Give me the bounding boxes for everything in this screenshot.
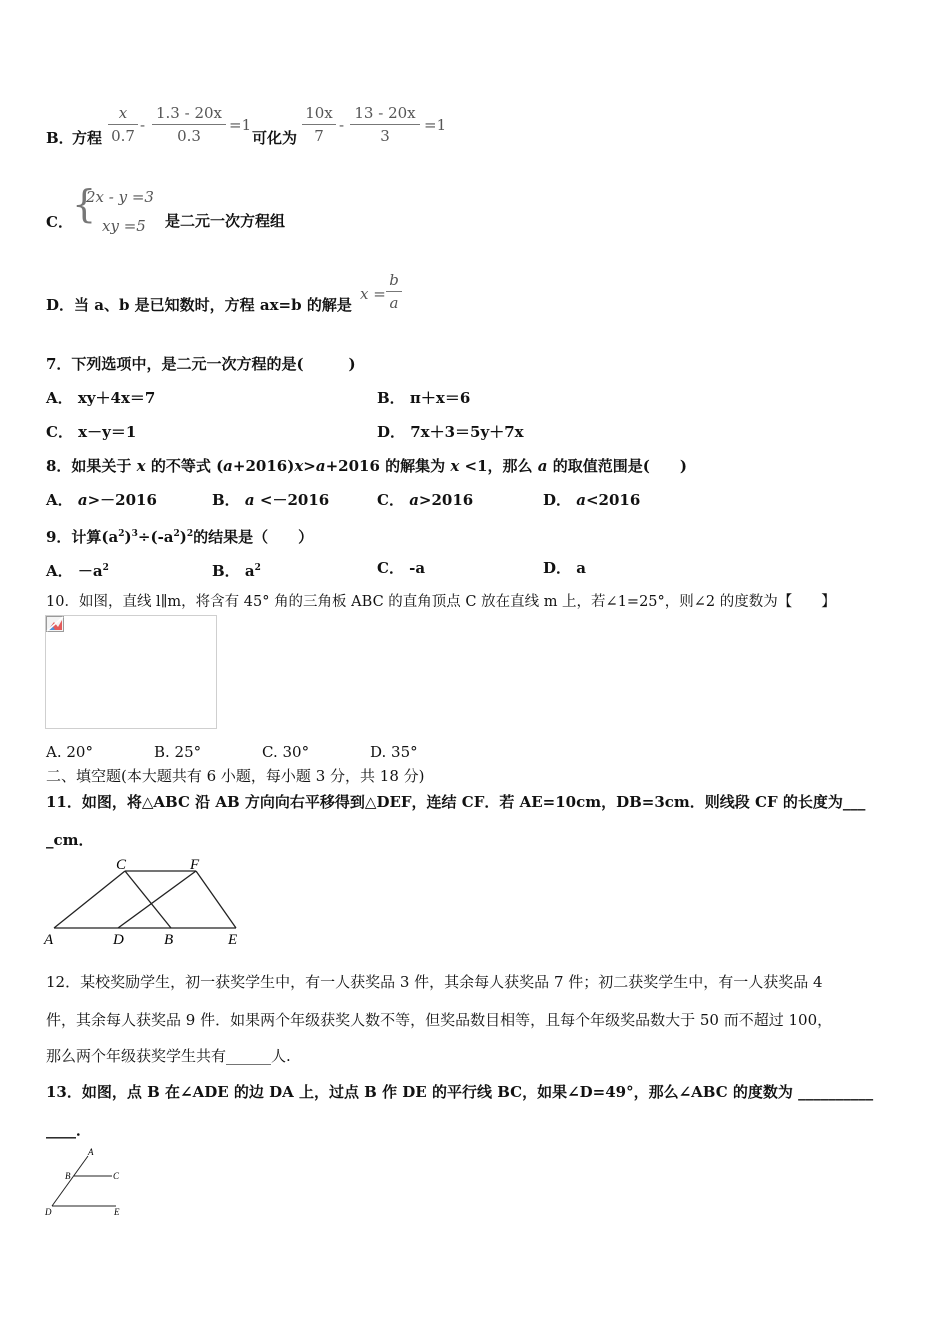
line-cb	[125, 871, 171, 928]
q6-b-frac1	[108, 104, 138, 145]
label-d: D	[45, 1207, 52, 1217]
frac4-num: 13 - 20x	[354, 104, 416, 122]
frac1-den: 0.7	[111, 127, 135, 145]
label-c: C	[116, 857, 127, 873]
q9-option-d: D． a	[543, 559, 586, 577]
q6-d-frac	[386, 271, 402, 312]
line-da	[52, 1156, 88, 1206]
q6-b-frac2	[152, 104, 226, 145]
frac3-num: 10x	[305, 104, 333, 122]
q8-option-a: A． a>－2016	[46, 491, 157, 509]
label-b: B	[65, 1171, 71, 1181]
q6-b-minus1: -	[140, 116, 146, 134]
q9-option-c: C． -a	[377, 559, 426, 577]
q8-var: a	[537, 457, 548, 475]
q10-option-c: C. 30°	[262, 743, 310, 761]
label-a: A	[88, 1147, 94, 1157]
system-brace: {	[72, 182, 97, 226]
q8-var: a	[315, 457, 326, 475]
q12-line1: 12．某校奖励学生，初一获奖学生中，有一人获奖品 3 件，其余每人获奖品 7 件；初二获奖学生中，有一人获奖品 4	[46, 973, 823, 991]
q6-b-mid: 可化为	[252, 129, 298, 147]
q7-stem: 7．下列选项中，是二元一次方程的是( )	[46, 355, 356, 373]
q6-b-label: B．	[46, 129, 74, 147]
q13-line1: 13．如图，点 B 在∠ADE 的边 DA 上，过点 B 作 DE 的平行线 BC，如果∠D=49°，那么∠ABC 的度数为 __________	[46, 1083, 874, 1101]
label-e: E	[114, 1207, 120, 1217]
q10-option-a: A. 20°	[46, 743, 93, 761]
q6-b-eq1: =1	[229, 116, 252, 134]
frac-num: b	[389, 271, 399, 289]
label-c: C	[113, 1171, 120, 1181]
q6-b-frac3	[302, 104, 336, 145]
q8-text: +2016)	[232, 457, 295, 475]
frac4-den: 3	[380, 127, 390, 145]
q6-b-eq2: =1	[424, 116, 447, 134]
q10-stem: 10．如图，直线 l∥m，将含有 45° 角的三角板 ABC 的直角顶点 C 放在直线 m 上，若∠1=25°，则∠2 的度数为【 】	[46, 594, 836, 610]
label-e: E	[228, 932, 238, 948]
q10-figure-placeholder	[45, 615, 217, 729]
frac2-den: 0.3	[177, 127, 201, 145]
q8-text: 的取值范围是( )	[547, 457, 687, 475]
q7-option-c: C． x－y＝1	[46, 423, 137, 441]
section-heading: 二、填空题(本大题共有 6 小题，每小题 3 分，共 18 分)	[46, 767, 425, 785]
frac1-num: x	[118, 104, 128, 122]
q8-text: <1，那么	[459, 457, 538, 475]
q10-option-b: B. 25°	[154, 743, 202, 761]
q13-line2: ____．	[46, 1121, 92, 1139]
label-f: F	[190, 857, 200, 873]
q8-text: 8．如果关于	[46, 457, 137, 475]
line-fe	[196, 871, 236, 928]
q10-option-d: D. 35°	[370, 743, 418, 761]
q11-line2: _cm．	[46, 831, 94, 849]
q8-var: x	[450, 457, 460, 475]
q8-option-d: D． a<2016	[543, 491, 641, 509]
q8-var: x	[136, 457, 146, 475]
q8-var: x	[294, 457, 304, 475]
label-b: B	[164, 932, 174, 948]
frac2-num: 1.3 - 20x	[155, 104, 222, 122]
q7-option-b: B． π＋x＝6	[377, 389, 471, 407]
frac-den: a	[389, 294, 399, 312]
q6-b-text: 方程	[72, 129, 103, 147]
label-a: A	[44, 932, 54, 948]
q12-line3: 那么两个年级获奖学生共有______人.	[46, 1047, 291, 1065]
q6-d-text: 当 a、b 是已知数时，方程 ax=b 的解是	[74, 296, 352, 314]
q9-stem: 9．计算$(a^2)^3\div(-a^2)^2$的结果是（ ）	[46, 528, 314, 546]
frac3-den: 7	[314, 127, 324, 145]
q8-text: 的不等式 (	[145, 457, 224, 475]
system-line1: 2x - y =3	[86, 188, 154, 206]
broken-image-icon	[46, 616, 64, 632]
q6-b-minus2: -	[339, 116, 345, 134]
q8-var: a	[223, 457, 233, 475]
q7-option-d: D． 7x＋3＝5y＋7x	[377, 423, 524, 441]
q11-line1: 11．如图，将△ABC 沿 AB 方向向右平移得到△DEF，连结 CF．若 AE=10cm，DB=3cm．则线段 CF 的长度为___	[46, 793, 866, 811]
q12-line2: 件，其余每人获奖品 9 件．如果两个年级获奖人数不等，但奖品数目相等，且每个年级奖品数大于 50 而不超过 100，	[46, 1011, 833, 1029]
q6-d-label: D．	[46, 296, 75, 314]
label-d: D	[113, 932, 124, 948]
q9-option-b: B． $a^2$	[212, 562, 261, 580]
q8-stem	[46, 456, 687, 476]
q9-option-a: A． $-a^2$	[46, 562, 109, 580]
q7-option-a: A． xy＋4x＝7	[46, 389, 156, 407]
q6-c-label: C．	[46, 213, 73, 231]
line-ac	[54, 871, 125, 928]
q6-c-text: 是二元一次方程组	[165, 212, 286, 230]
line-df	[118, 871, 196, 928]
q6-d-lhs: x =	[360, 285, 386, 303]
q8-option-c: C． a>2016	[377, 491, 474, 509]
q8-text: +2016 的解集为	[325, 457, 451, 475]
q11-figure	[40, 852, 250, 952]
q13-figure	[40, 1144, 140, 1220]
q8-option-b: B． a <－2016	[212, 491, 330, 509]
q6-b-frac4	[350, 104, 420, 145]
system-line2: xy =5	[102, 217, 146, 235]
q8-text: >	[303, 457, 316, 475]
